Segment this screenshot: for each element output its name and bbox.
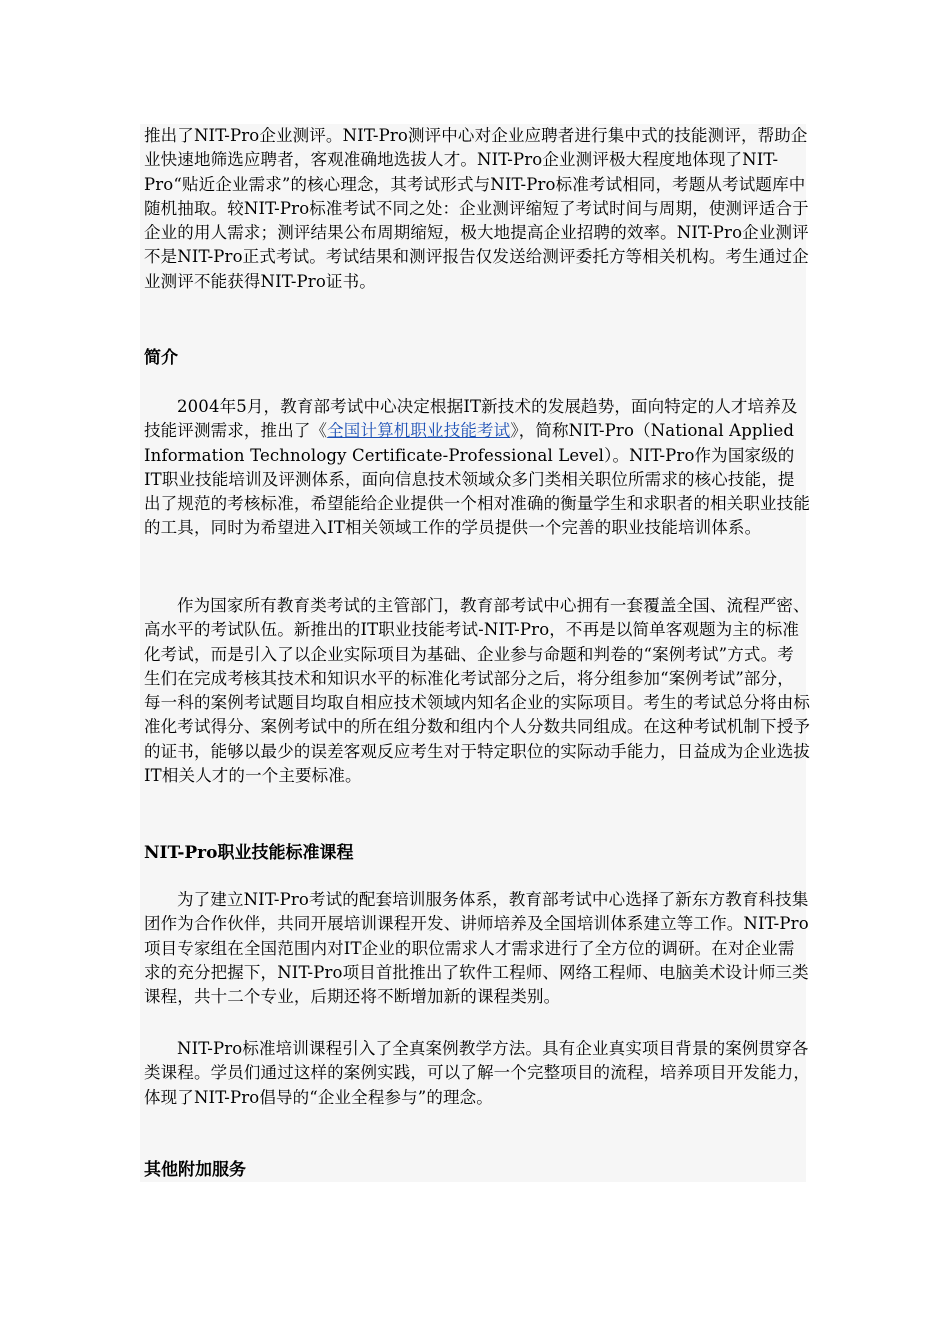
paragraph-introduction-text-2: 》，简称NIT-Pro（National Applied Information Technology Certificate-Professional Level）。NIT-Pro作为国家级的IT职业技能培训及评测体系，面向信息技术领域众多门类相关职位所需求的核心技能，提出了规范的考核标准，希望能给企业提供一个相对准确的衡量学生和求职者的相关职业技能的工具，同时为希望进入IT相关领域工作的学员提供一个完善的职业技能培训体系。 [144, 421, 810, 538]
heading-additional-services: 其他附加服务 [144, 1160, 246, 1180]
paragraph-training-system: 为了建立NIT-Pro考试的配套培训服务体系，教育部考试中心选择了新东方教育科技集团作为合作伙伴，共同开展培训课程开发、讲师培养及全国培训体系建立等工作。NIT-Pro项目专家组在全国范围内对IT企业的职位需求人才需求进行了全方位的调研。在对企业需求的充分把握下，NIT-Pro项目首批推出了软件工程师、网络工程师、电脑美术设计师三类课程，共十二个专业，后期还将不断增加新的课程类别。 [144, 890, 809, 1007]
heading-standard-courses: NIT-Pro职业技能标准课程 [144, 843, 354, 863]
paragraph-case-teaching: NIT-Pro标准培训课程引入了全真案例教学方法。具有企业真实项目背景的案例贯穿各类课程。学员们通过这样的案例实践，可以了解一个完整项目的流程，培养项目开发能力，体现了NIT-Pro倡导的“企业全程参与”的理念。 [144, 1039, 810, 1107]
document-page [140, 124, 810, 1182]
paragraph-introduction-text-1: 2004年5月，教育部考试中心决定根据IT新技术的发展趋势，面向特定的人才培养及技能评测需求，推出了《 [144, 397, 798, 441]
paragraph-enterprise-assessment: 推出了NIT-Pro企业测评。NIT-Pro测评中心对企业应聘者进行集中式的技能测评，帮助企业快速地筛选应聘者，客观准确地选拔人才。NIT-Pro企业测评极大程度地体现了NIT-Pro“贴近企业需求”的核心理念，其考试形式与NIT-Pro标准考试相同，考题从考试题库中随机抽取。较NIT-Pro标准考试不同之处：企业测评缩短了考试时间与周期，使测评适合于企业的用人需求；测评结果公布周期缩短，极大地提高企业招聘的效率。NIT-Pro企业测评不是NIT-Pro正式考试。考试结果和测评报告仅发送给测评委托方等相关机构。考生通过企业测评不能获得NIT-Pro证书。 [144, 126, 809, 291]
paragraph-exam-system: 作为国家所有教育类考试的主管部门，教育部考试中心拥有一套覆盖全国、流程严密、高水平的考试队伍。新推出的IT职业技能考试-NIT-Pro，不再是以简单客观题为主的标准化考试，而是引入了以企业实际项目为基础、企业参与命题和判卷的“案例考试”方式。考生们在完成考核其技术和知识水平的标准化考试部分之后，将分组参加“案例考试”部分，每一科的案例考试题目均取自相应技术领域内知名企业的实际项目。考生的考试总分将由标准化考试得分、案例考试中的所在组分数和组内个人分数共同组成。在这种考试机制下授予的证书，能够以最少的误差客观反应考生对于特定职位的实际动手能力，日益成为企业选拔IT相关人才的一个主要标准。 [144, 596, 810, 786]
paragraph-introduction [144, 395, 810, 541]
exam-link[interactable]: 全国计算机职业技能考试 [327, 421, 511, 441]
heading-introduction: 简介 [144, 348, 178, 368]
